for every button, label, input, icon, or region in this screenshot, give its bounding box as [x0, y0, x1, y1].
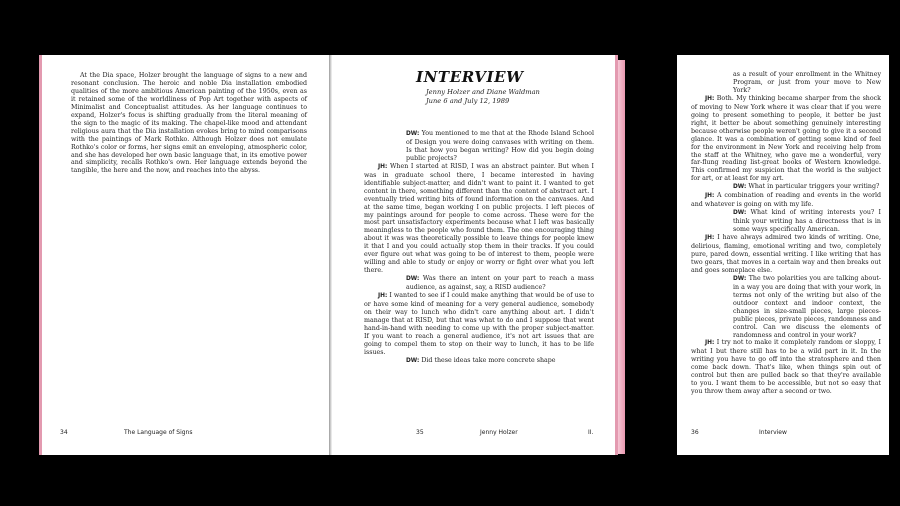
- dialogue-block: [691, 192, 881, 209]
- dialogue-text: as a result of your enrollment in the Whitney Program, or just from your move to New York?: [733, 71, 881, 94]
- dialogue-block: [691, 234, 881, 275]
- speaker-label: JH:: [705, 235, 715, 242]
- dialogue-block: [691, 339, 881, 396]
- interview-text: [691, 71, 881, 396]
- speaker-label: JH:: [378, 163, 388, 170]
- section-number: II.: [588, 429, 594, 436]
- dialogue-block: [364, 163, 594, 275]
- speaker-label: JH:: [705, 340, 715, 347]
- speaker-label: DW:: [406, 131, 420, 137]
- dialogue-block: [691, 209, 881, 234]
- interview-title: INTERVIEW: [416, 68, 524, 86]
- interview-dates: June 6 and July 12, 1989: [426, 96, 510, 105]
- dialogue-text: When I started at RISD, I was an abstract painter. But when I was in graduate school there, I became interested in having identifiable subject-matter, and didn't want to paint it. I wanted to get content in there, something different than the content of abstract art. I eventually tried writing bits of found information on the canvases. And at the same time, began working I on public projects. I left pieces of my paintings around for people to come across. These were for the most part unsatisfactory experiments because what I left was basically meaningless to the people who found them. The one encouraging thing about it was was theoretically possible to leave things for people knew it that I and you could actually stop them in their tracks. If you could ever figure out what was going to be of interest to them, people were willing and able to study or enjoy or worry or fight over what you left there.: [364, 162, 594, 275]
- speaker-label: DW:: [733, 210, 747, 217]
- dialogue-text: Both. My thinking became sharper from the shock of moving to New York where it was clear that if you were going to present something to people, it better be just right, it better be about something genuinely interesting because otherwise people weren't going to give it a second glance. It was a combination of getting some kind of feel for the environment in New York and receiving help from the staff at the Whitney, who gave me a wonderful, very far-flung reading list-great books of Western knowledge. This confirmed my suspicion that the world is the subject for art, or at least for my art.: [691, 94, 881, 183]
- dialogue-text: What kind of writing interests you? I think your writing has a directness that is in some ways specifically American.: [733, 209, 881, 234]
- dialogue-text: I wanted to see if I could make anything that would be of use to or have some kind of meaning for a very general audience, somebody on their way to lunch who didn't care anything about art. I didn't manage that at RISD, but that was what to do and I suppose that went hand-in-hand with needing to come up with the proper subject-matter. If you want to reach a general audience, it's not art issues that are going to compel them to stop on their way to lunch, it has to be life issues.: [364, 292, 594, 356]
- dialogue-block: [691, 183, 881, 192]
- interview-text: [364, 130, 594, 366]
- dialogue-text: I have always admired two kinds of writing. One, delirious, flaming, emotional writing and two, completely pure, pared down, essential writing. I like writing that has two gears, that moves in a certain way and then breaks out and goes someplace else.: [691, 234, 881, 274]
- running-title: Interview: [759, 429, 787, 436]
- speaker-label: DW:: [406, 276, 420, 283]
- interview-subtitle: [426, 88, 596, 105]
- book-page-35: [332, 55, 618, 455]
- dialogue-text: The two polarities you are talking about-in a way you are doing that with your work, in terms not only of the writing but also of the outdoor context and indoor context, the changes in size-small pieces, large pieces-public pieces, private pieces, randomness and control. Can we discuss the elements of randomness and control in your work?: [733, 274, 881, 339]
- dialogue-text: What in particular triggers your writing?: [746, 183, 880, 191]
- speaker-label: JH:: [705, 95, 715, 102]
- dialogue-block: [691, 71, 881, 95]
- running-title: The Language of Signs: [124, 429, 193, 436]
- speaker-label: DW:: [733, 184, 747, 191]
- dialogue-text: I try not to make it completely random or sloppy, I what I but there still has to be a wild part in it. In the writing you have to go off into the stratosphere and then come back down. That's like, when things spin out of control but then are pulled back so that they're available to you. I want them to be accessible, but not so easy that you throw them away after a second or two.: [691, 339, 881, 396]
- book-page-36: [677, 55, 889, 455]
- dialogue-block: [364, 130, 594, 163]
- interview-participants: Jenny Holzer and Diane Waldman: [426, 88, 540, 96]
- book-page-34: [39, 55, 329, 455]
- page-number: 35: [416, 429, 424, 436]
- dialogue-block: [691, 95, 881, 183]
- dialogue-text: Was there an intent on your part to reach a mass audience, as against, say, a RISD audience?: [406, 275, 594, 292]
- dialogue-block: [364, 275, 594, 292]
- dialogue-text: You mentioned to me that at the Rhode Island School of Design you were doing canvases with writing on them. Is that how you began writing? How did you begin doing public projects?: [406, 130, 594, 162]
- dialogue-text: A combination of reading and events in the world and whatever is going on with my life.: [691, 192, 881, 209]
- dialogue-block: [364, 292, 594, 357]
- dialogue-block: [364, 357, 594, 366]
- page-number: 34: [60, 429, 68, 436]
- dialogue-block: [691, 275, 881, 340]
- speaker-label: DW:: [733, 275, 747, 282]
- speaker-label: DW:: [406, 357, 420, 364]
- dialogue-text: Did these ideas take more concrete shape: [419, 356, 556, 364]
- page-edges: [618, 60, 625, 454]
- page-number: 36: [691, 429, 699, 436]
- speaker-label: JH:: [378, 293, 388, 300]
- essay-paragraph: At the Dia space, Holzer brought the language of signs to a new and resonant conclusion. The heroic and noble Dia installation embodied qualities of the more ambitious American painting of the 1950s, even as it retained some of the worldliness of Pop Art together with aspects of Minimalist and Conceptualist attitudes. As her language continues to expand, Holzer's focus is shifting gradually from the literal meaning of the sign to the magic of its making. The chapel-like mood and attendant religious aura that the Dia installation evokes bring to mind comparisons with the paintings of Mark Rothko. Although Holzer does not emulate Rothko's color or forms, her signs emit an enveloping, atmospheric color, and she has developed her own basic language that, in its emotive power and simplicity, recalls Rothko's own. Her language extends beyond the tangible, the here and the now, and reaches into the abyss.: [71, 72, 307, 175]
- speaker-label: JH:: [705, 193, 715, 200]
- running-title: Jenny Holzer: [480, 429, 518, 436]
